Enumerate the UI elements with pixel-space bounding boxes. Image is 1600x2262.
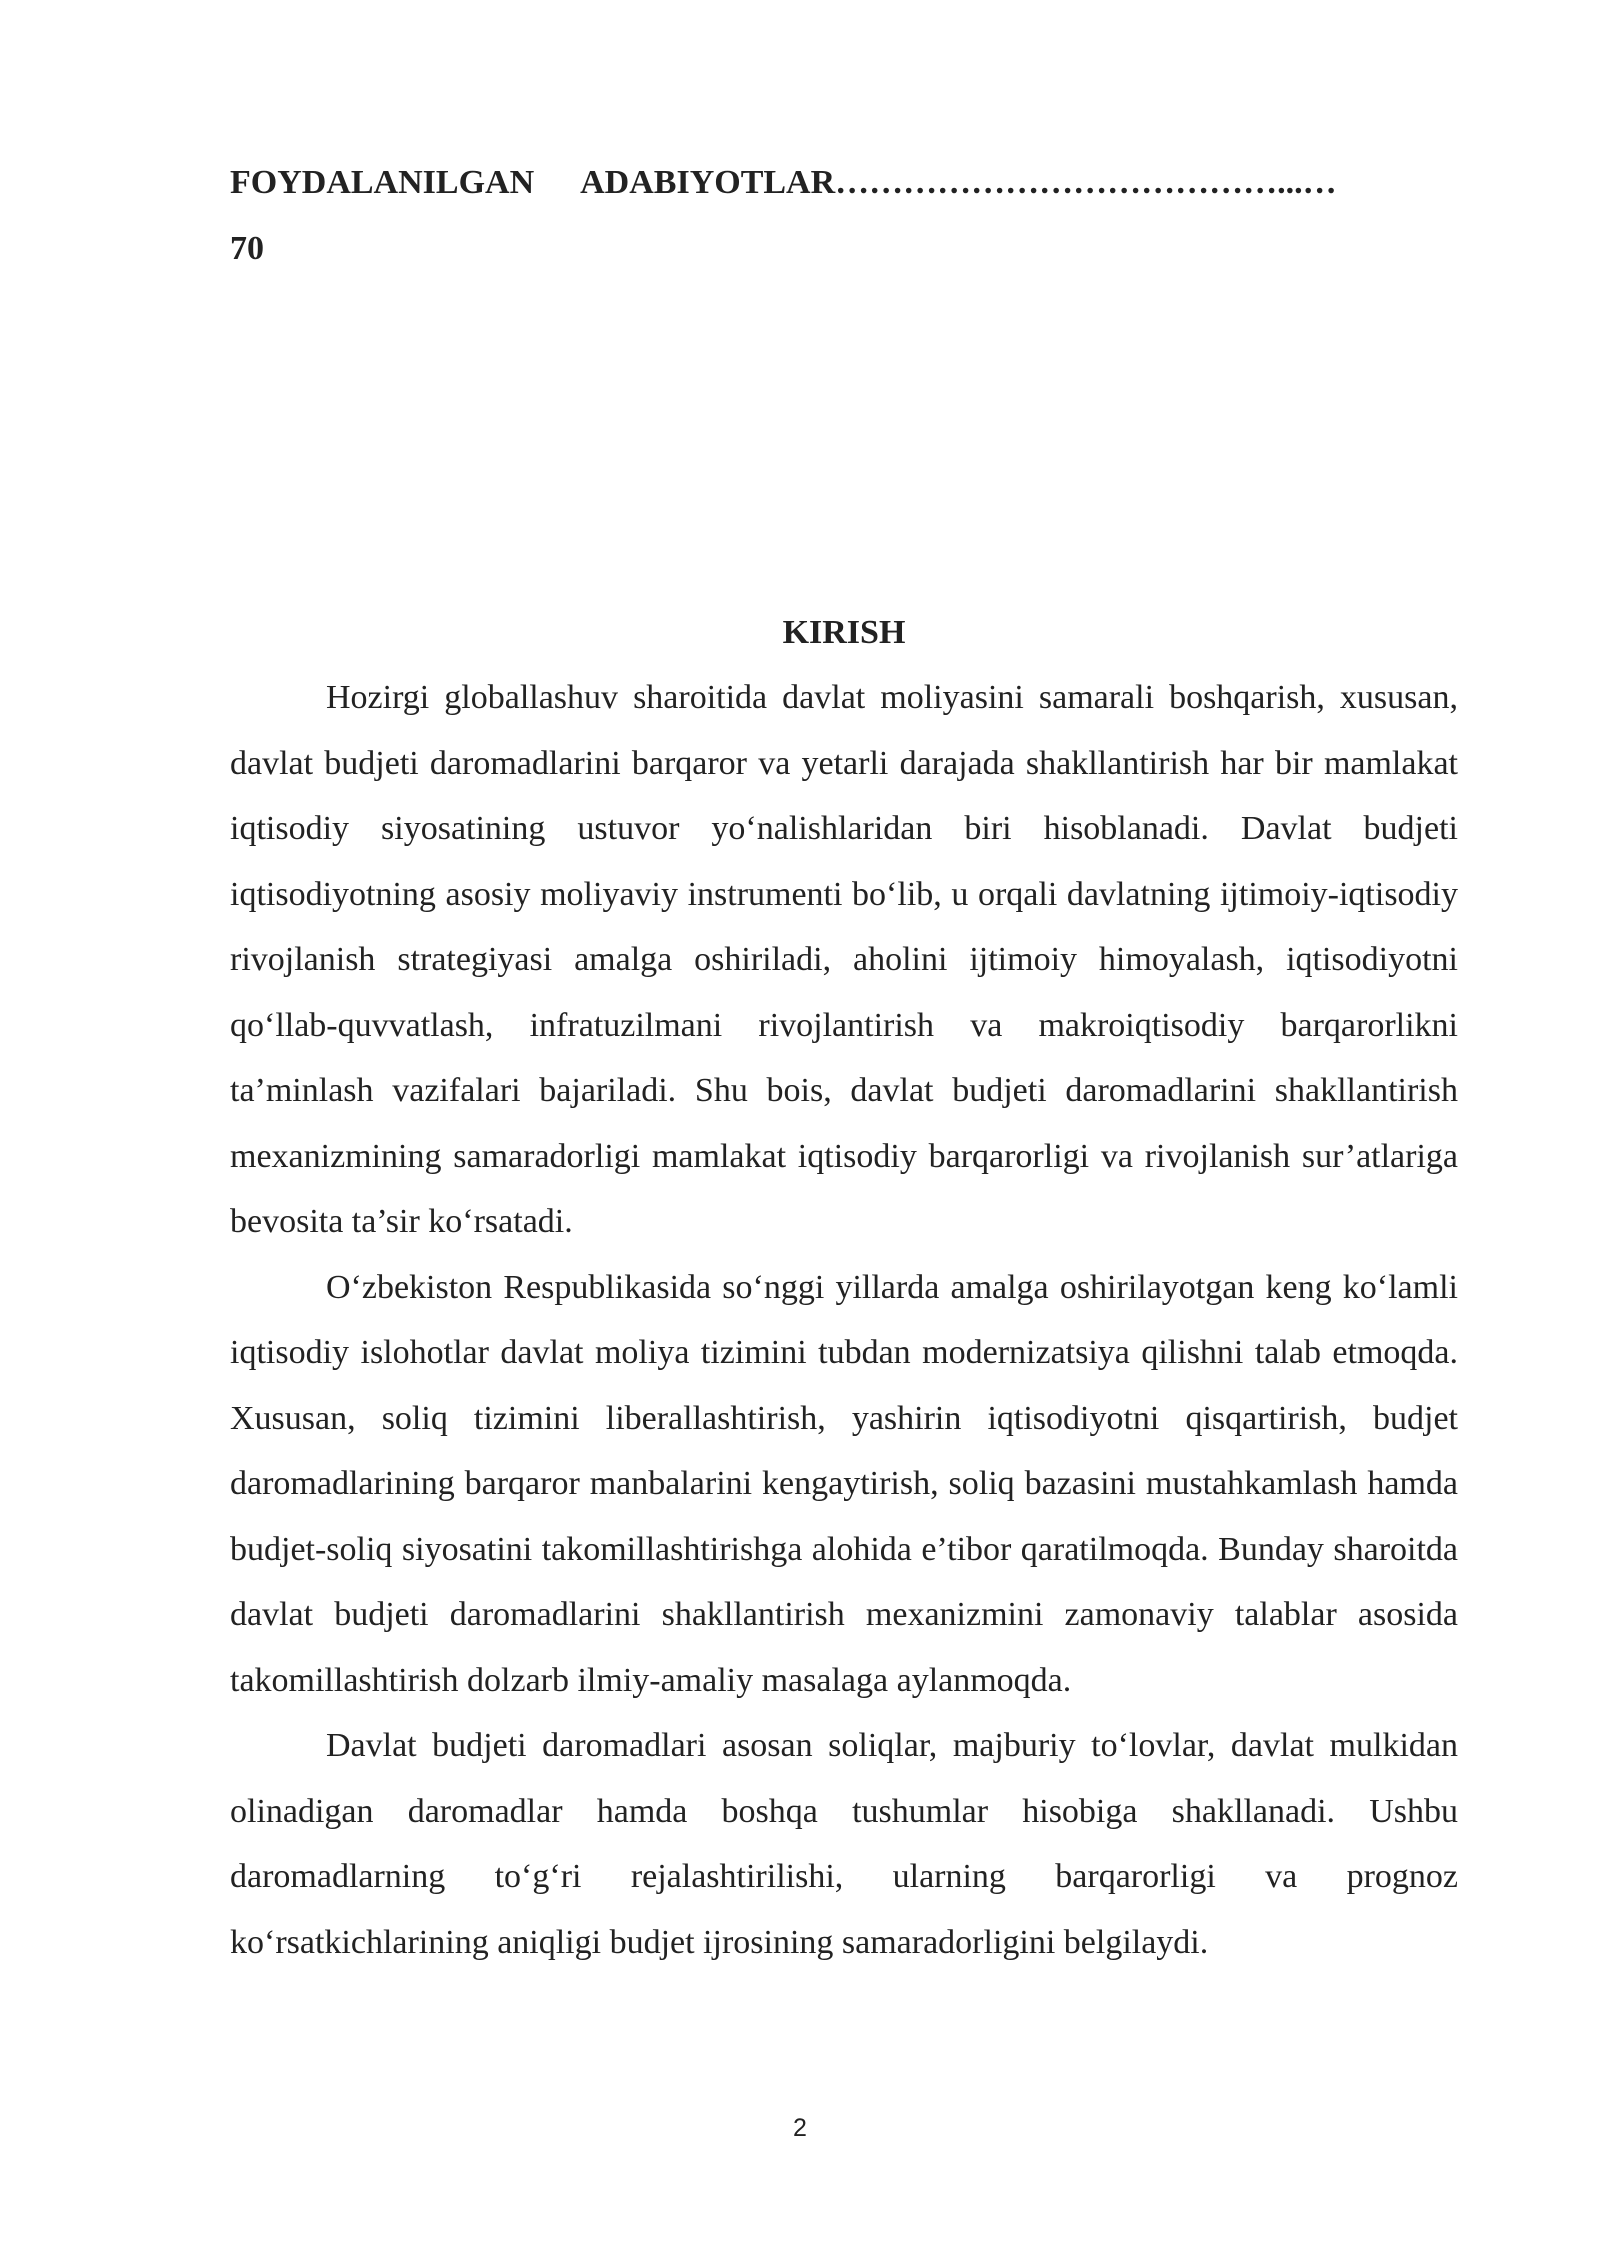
paragraph: Davlat budjeti daromadlari asosan soliqlar, majburiy to‘lovlar, davlat mulkidan olinadigan daromadlar hamda boshqa tushumlar hisobiga shakllanadi. Ushbu daromadlarning to‘g‘ri rejalashtirilishi, ularning barqarorligi va prognoz ko‘rsatkichlarining aniqligi budjet ijrosining samaradorligini belgilaydi.: [230, 1727, 1458, 1961]
toc-entry-title-word2: ADABIYOTLAR…………………………………...…: [580, 164, 1337, 201]
section-body: [230, 665, 1458, 1975]
section-heading: KIRISH: [782, 614, 906, 651]
toc-entry-title-word1: FOYDALANILGAN: [230, 164, 535, 201]
toc-entry-references: [230, 150, 1458, 282]
paragraph: O‘zbekiston Respublikasida so‘nggi yillarda amalga oshirilayotgan keng ko‘lamli iqtisodiy islohotlar davlat moliya tizimini tubdan modernizatsiya qilishni talab etmoqda. Xususan, soliq tizimini liberallashtirish, yashirin iqtisodiyotni qisqartirish, budjet daromadlarining barqaror manbalarini kengaytirish, soliq bazasini mustahkamlash hamda budjet-soliq siyosatini takomillashtirishga alohida e’tibor qaratilmoqda. Bunday sharoitda davlat budjeti daromadlarini shakllantirish mexanizmini zamonaviy talablar asosida takomillashtirish dolzarb ilmiy-amaliy masalaga aylanmoqda.: [230, 1268, 1458, 1699]
page-number: 2: [793, 2114, 807, 2142]
toc-entry-page-number: 70: [230, 230, 264, 267]
paragraph: Hozirgi globallashuv sharoitida davlat moliyasini samarali boshqarish, xususan, davlat budjeti daromadlarini barqaror va yetarli darajada shakllantirish har bir mamlakat iqtisodiy siyosatining ustuvor yo‘nalishlaridan biri hisoblanadi. Davlat budjeti iqtisodiyotning asosiy moliyaviy instrumenti bo‘lib, u orqali davlatning ijtimoiy-iqtisodiy rivojlanish strategiyasi amalga oshiriladi, aholini ijtimoiy himoyalash, iqtisodiyotni qo‘llab-quvvatlash, infratuzilmani rivojlantirish va makroiqtisodiy barqarorlikni ta’minlash vazifalari bajariladi. Shu bois, davlat budjeti daromadlarini shakllantirish mexanizmining samaradorligi mamlakat iqtisodiy barqarorligi va rivojlanish sur’atlariga bevosita ta’sir ko‘rsatadi.: [230, 679, 1458, 1240]
